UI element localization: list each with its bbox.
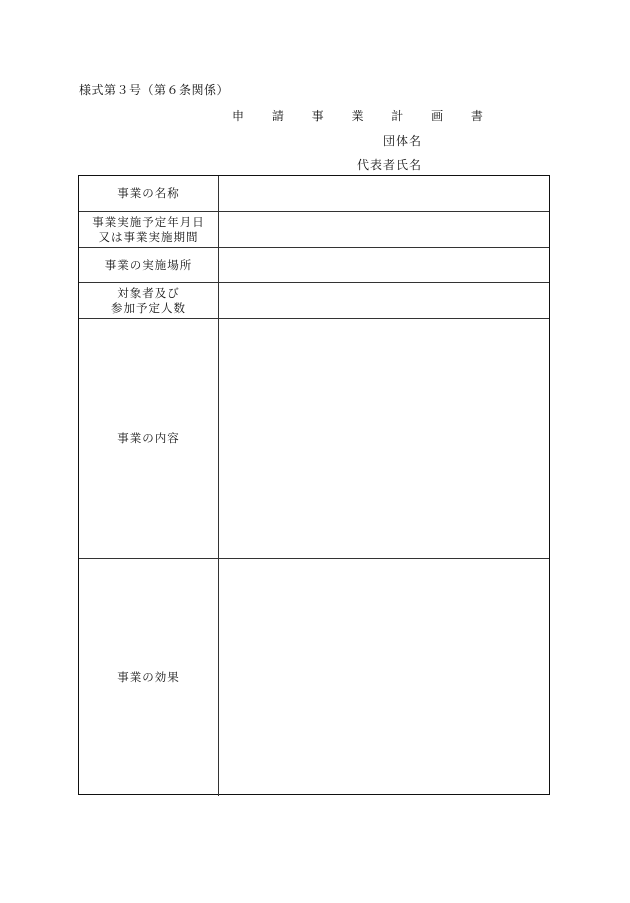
document-title: 申 請 事 業 計 画 書 [232, 109, 495, 123]
row-label-content: 事業の内容 [79, 319, 219, 559]
field-location[interactable] [219, 248, 549, 283]
organization-name-label: 団体名 [382, 134, 422, 148]
field-schedule[interactable] [219, 212, 549, 248]
representative-name-label: 代表者氏名 [356, 158, 422, 172]
row-label-participants: 対象者及び 参加予定人数 [79, 283, 219, 319]
form-number: 様式第３号（第６条関係） [79, 83, 230, 97]
row-label-location: 事業の実施場所 [79, 248, 219, 283]
row-label-schedule: 事業実施予定年月日 又は事業実施期間 [79, 212, 219, 248]
field-project-name[interactable] [219, 176, 549, 212]
row-label-effect: 事業の効果 [79, 559, 219, 796]
field-participants[interactable] [219, 283, 549, 319]
plan-table [78, 175, 550, 795]
field-content[interactable] [219, 319, 549, 559]
row-label-project-name: 事業の名称 [79, 176, 219, 212]
field-effect[interactable] [219, 559, 549, 796]
